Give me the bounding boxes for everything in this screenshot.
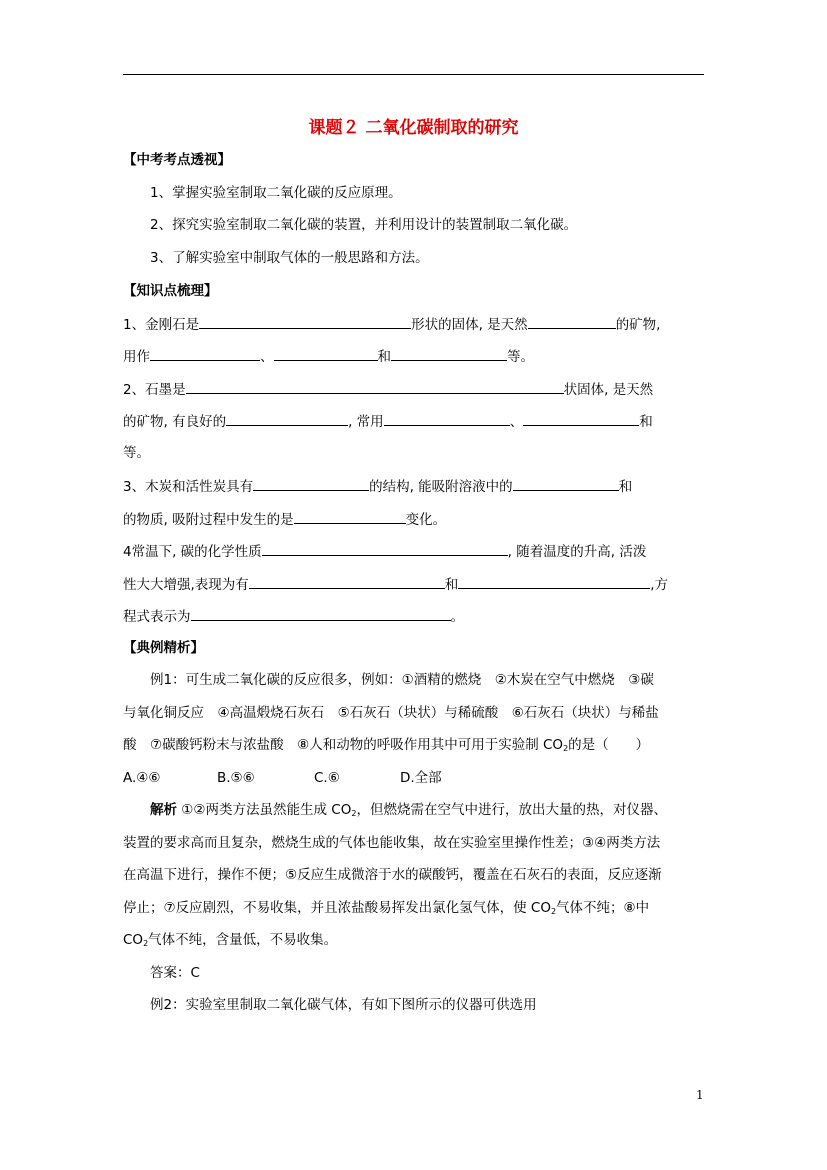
analysis-text: ，但燃烧需在空气中进行，放出大量的热，对仪器、 xyxy=(356,802,667,818)
option-a: A.④⑥ xyxy=(123,770,161,786)
q3-text: 变化。 xyxy=(405,512,447,528)
blank xyxy=(384,411,510,426)
q2-text: 状固体, 是天然 xyxy=(563,382,654,398)
answer: 答案：C xyxy=(150,965,200,981)
analysis-text: 气体不纯；⑧中 xyxy=(556,900,650,916)
q4-text: 程式表示为 xyxy=(123,609,191,625)
blank xyxy=(391,346,507,361)
ex1-text: 的是（ ） xyxy=(568,737,650,753)
section-heading-knowledge: 【知识点梳理】 xyxy=(123,283,218,299)
question-2-line-1 xyxy=(123,379,653,399)
q3-text: 3、木炭和活性炭具有 xyxy=(123,479,254,495)
question-3-line-1 xyxy=(123,476,632,496)
q4-text: 4常温下, 碳的化学性质 xyxy=(123,544,262,560)
question-2-line-3: 等。 xyxy=(123,445,150,461)
question-4-line-3 xyxy=(123,606,464,626)
exam-point-2: 2、探究实验室制取二氧化碳的装置，并利用设计的装置制取二氧化碳。 xyxy=(150,217,578,233)
analysis-text: 停止；⑦反应剧烈，不易收集，并且浓盐酸易挥发出氯化氢气体，使 CO xyxy=(123,900,551,916)
q4-text: ,方 xyxy=(650,577,669,593)
q1-text: 形状的固体, 是天然 xyxy=(411,317,528,333)
subscript: 2 xyxy=(563,744,569,753)
blank xyxy=(249,574,445,589)
q1-text: 的矿物, xyxy=(615,317,661,333)
q2-text: 和 xyxy=(639,414,653,430)
q1-text: 、 xyxy=(260,349,274,365)
example-1-line-1: 例1：可生成二氧化碳的反应很多，例如：①酒精的燃烧 ②木炭在空气中燃烧 ③碳 xyxy=(150,672,654,688)
blank xyxy=(274,346,378,361)
analysis-text: ①②两类方法虽然能生成 CO xyxy=(181,802,352,818)
header-rule xyxy=(123,74,704,75)
q4-text: 性大大增强,表现为有 xyxy=(123,577,249,593)
option-d: D.全部 xyxy=(400,770,442,786)
blank xyxy=(523,411,639,426)
analysis-text: CO xyxy=(123,932,144,948)
question-1-line-1 xyxy=(123,314,660,334)
option-b: B.⑤⑥ xyxy=(217,770,255,786)
blank xyxy=(294,509,406,524)
blank xyxy=(150,346,260,361)
q3-text: 的物质, 吸附过程中发生的是 xyxy=(123,512,294,528)
q4-text: , 随着温度的升高, 活泼 xyxy=(507,544,647,560)
analysis-line-5 xyxy=(123,931,337,953)
blank xyxy=(458,574,650,589)
q1-text: 用作 xyxy=(123,349,150,365)
section-heading-exam-points: 【中考考点透视】 xyxy=(123,152,231,168)
page-title: 课题２ 二氧化碳制取的研究 xyxy=(308,118,519,138)
analysis-text: 气体不纯，含量低，不易收集。 xyxy=(148,932,338,948)
q2-text: 的矿物, 有良好的 xyxy=(123,414,227,430)
example-1-line-2: 与氧化铜反应 ④高温煅烧石灰石 ⑤石灰石（块状）与稀硫酸 ⑥石灰石（块状）与稀盐 xyxy=(123,705,659,721)
q2-text: 2、石墨是 xyxy=(123,382,186,398)
subscript: 2 xyxy=(351,809,357,818)
section-heading-examples: 【典例精析】 xyxy=(123,640,204,656)
q3-text: 的结构, 能吸附溶液中的 xyxy=(369,479,513,495)
exam-point-1: 1、掌握实验室制取二氧化碳的反应原理。 xyxy=(150,185,402,201)
question-2-line-2 xyxy=(123,411,653,431)
blank xyxy=(528,314,616,329)
question-3-line-2 xyxy=(123,509,446,529)
question-4-line-1 xyxy=(123,541,646,561)
example-2-line-1: 例2：实验室里制取二氧化碳气体，有如下图所示的仪器可供选用 xyxy=(150,997,537,1013)
exam-point-3: 3、了解实验室中制取气体的一般思路和方法。 xyxy=(150,250,429,266)
q4-text: 。 xyxy=(450,609,464,625)
blank xyxy=(262,541,508,556)
page-number: 1 xyxy=(696,1088,704,1102)
blank xyxy=(199,314,411,329)
q1-text: 等。 xyxy=(507,349,534,365)
q3-text: 和 xyxy=(618,479,633,495)
subscript: 2 xyxy=(143,939,149,948)
q2-text: , 常用 xyxy=(348,414,384,430)
q1-text: 和 xyxy=(377,349,391,365)
analysis-label: 解析 xyxy=(150,802,177,818)
blank xyxy=(186,379,564,394)
option-c: C.⑥ xyxy=(314,770,340,786)
question-4-line-2 xyxy=(123,574,668,594)
q2-text: 、 xyxy=(509,414,524,430)
analysis-line-4 xyxy=(123,899,649,921)
blank xyxy=(191,606,451,621)
blank xyxy=(226,411,348,426)
analysis-line-3: 在高温下进行，操作不便；⑤反应生成微溶于水的碳酸钙，覆盖在石灰石的表面，反应逐渐 xyxy=(123,867,662,883)
analysis-line-1 xyxy=(150,801,667,823)
ex1-text: 酸 ⑦碳酸钙粉末与浓盐酸 ⑧人和动物的呼吸作用其中可用于实验制 CO xyxy=(123,737,564,753)
q1-text: 1、金刚石是 xyxy=(123,317,200,333)
question-1-line-2 xyxy=(123,346,534,366)
blank xyxy=(513,476,619,491)
q4-text: 和 xyxy=(444,577,459,593)
blank xyxy=(253,476,369,491)
analysis-line-2: 装置的要求高而且复杂，燃烧生成的气体也能收集，故在实验室里操作性差；③④两类方法 xyxy=(123,835,661,851)
example-1-line-3 xyxy=(123,736,649,758)
subscript: 2 xyxy=(550,907,557,916)
